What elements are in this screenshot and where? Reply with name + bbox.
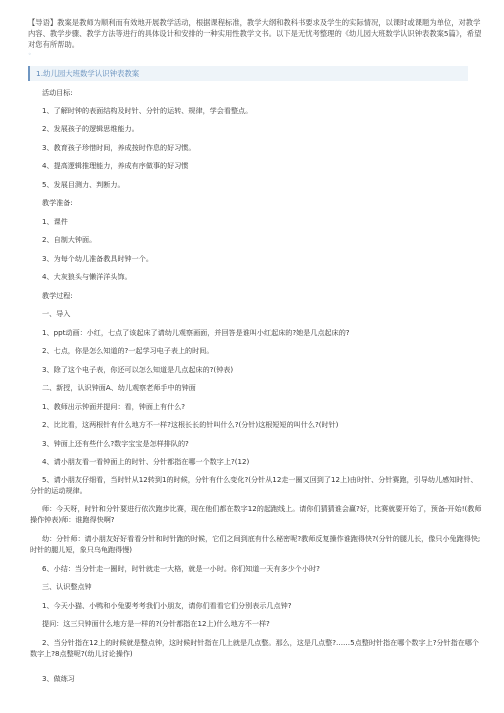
section-heading: [28, 66, 468, 81]
text-line: 3、除了这个电子表，你还可以怎么知道是几点起床的?(钟表): [42, 365, 234, 374]
text-paragraph: 5、请小朋友仔细看，当时针从12转到1的时候，分针有什么变化?(分针从12走一圈又回到了12上)由时针、分针赛跑，引导幼儿感知时针、分针的运动规律。: [30, 475, 478, 495]
text-line: 5、发展目测力、判断力。: [42, 180, 125, 189]
text-line: 2、发展孩子的逻辑思维能力。: [42, 124, 139, 133]
text-line: 3、钟面上还有些什么?数字宝宝是怎样排队的?: [42, 439, 189, 448]
text-paragraph: 师：今天呀，时针和分针要进行依次跑步比赛，现在他们都在数字12的起跑线上。请你们猜猜谁会赢?好，比赛就要开始了，预备-开始!(教师操作钟表)师：谁跑得快啊?: [30, 504, 482, 524]
text-line: 4、请小朋友看一看钟面上的时针、分针都指在哪一个数字上?(12): [42, 457, 250, 466]
text-line: 4、提高逻辑推理能力，养成有序做事的好习惯: [42, 161, 189, 170]
text-line: 1、今天小猫、小鸭和小兔要考考我们小朋友，请你们看看它们分别表示几点钟?: [42, 601, 292, 610]
text-line: 4、大灰狼头与懒洋洋头饰。: [42, 272, 132, 281]
text-line: 1、ppt动画：小红，七点了该起床了请幼儿观察画面，并回答是谁叫小红起床的?她是几点起床的?: [42, 328, 350, 337]
text-line: 1、课件: [42, 217, 68, 226]
text-line: 6、小结：当分针走一圈时，时针就走一大格，就是一小时。你们知道一天有多少个小时?: [42, 564, 320, 573]
text-line: 2、比比看，这两根针有什么地方不一样?这根长长的针叫什么?(分针)这根短短的叫什么?(时针): [42, 420, 339, 429]
text-line: 1、教师出示钟面并提问：看，钟面上有什么?: [42, 402, 186, 411]
text-line: 提问：这三只钟面什么地方是一样的?(分针都指在12上)什么地方不一样?: [42, 619, 270, 628]
section-heading-text: 1.幼儿园大班数学认识钟表教案: [36, 69, 140, 78]
text-line: 教学准备:: [42, 198, 73, 207]
text-line: 3、为每个幼儿准备教具时钟一个。: [42, 254, 153, 263]
text-line: 教学过程:: [42, 291, 73, 300]
text-line: 活动目标:: [42, 88, 73, 97]
text-line: 2、自制大钟面。: [42, 235, 97, 244]
intro-bullet: ◦: [28, 51, 32, 58]
text-line: 3、做练习: [42, 674, 75, 683]
text-line: 1、了解时钟的表面结构及时针、分针的运转、规律，学会看整点。: [42, 106, 253, 115]
intro-paragraph: 【导语】教案是教师为顺利而有效地开展教学活动，根据课程标准，教学大纲和教科书要求及学生的实际情况，以课时或课题为单位，对教学内容、教学步骤、教学方法等进行的具体设计和安排的一种实用性教学文书。以下是无忧考整理的《幼儿园大班数学认识钟表教案5篇》，希望对您有所帮助。: [28, 18, 482, 49]
text-line: 2、七点，你是怎么知道的?一起学习电子表上的时间。: [42, 346, 214, 355]
text-line: 二、新授，认识钟面A、幼儿观察老师手中的钟面: [42, 383, 196, 392]
text-line: 一、导入: [42, 309, 71, 318]
text-line: 3、教育孩子珍惜时间，养成按时作息的好习惯。: [42, 143, 196, 152]
text-paragraph: 幼：分针师：请小朋友好好看看分针和时针跑的时候，它们之间到底有什么秘密呢?教师反复操作谁跑得快?(分针的腿儿长，像只小兔跑得快;时针的腿儿短，象只乌龟跑得慢): [30, 534, 481, 554]
text-paragraph: 2、当分针指在12上的时候就是整点钟，这时候时针指在几上就是几点整。那么，这是几点整?……5点整时针指在哪个数字上?分针指在哪个数字上?8点整呢?(幼儿讨论操作): [30, 638, 480, 658]
text-line: 三、认识整点钟: [42, 582, 92, 591]
